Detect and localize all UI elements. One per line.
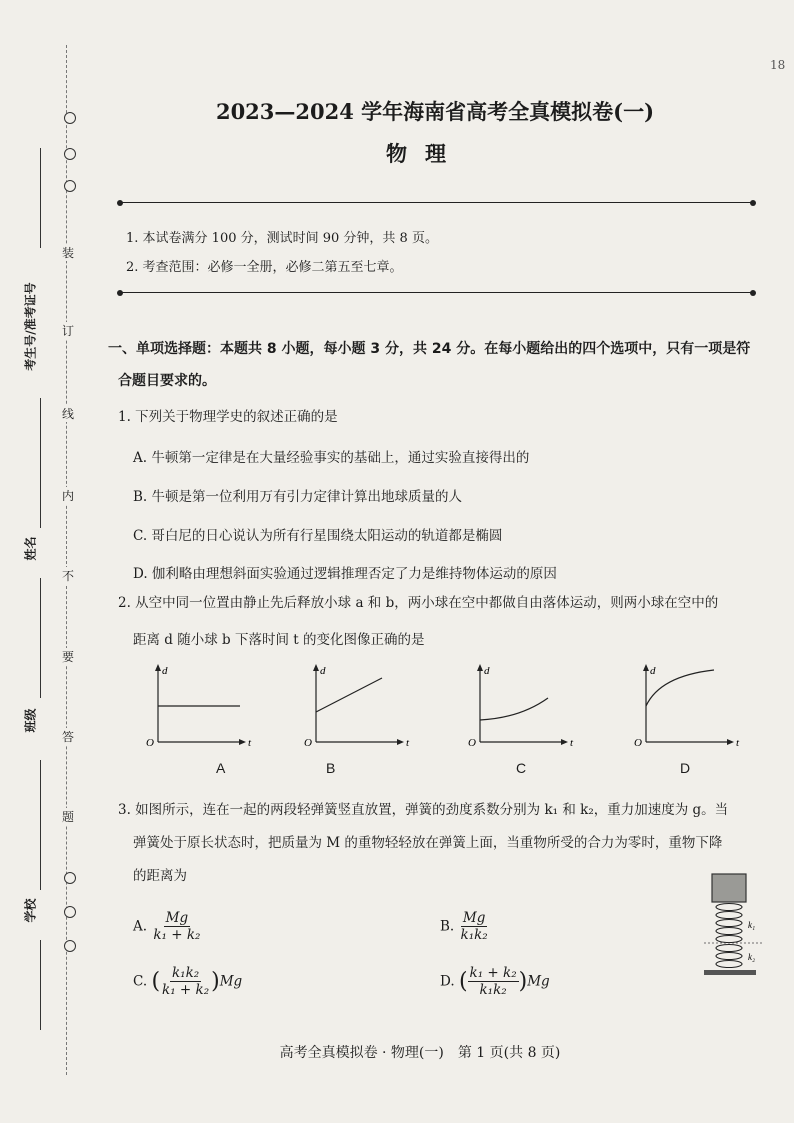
y-axis-label: d [320, 665, 326, 677]
q1-option-c: C. 哥白尼的日心说认为所有行星围绕太阳运动的轨道都是椭圆 [133, 528, 503, 544]
q3-option-b [440, 910, 490, 943]
graph-curve [480, 698, 548, 720]
graph-curve [316, 678, 382, 712]
graph-a [146, 662, 258, 776]
binding-hole [64, 148, 76, 160]
fraction-denominator: k₁ + k₂ [162, 982, 210, 998]
fraction [468, 965, 519, 998]
field-line [40, 578, 41, 698]
exam-title: 2023—2024 学年海南省高考全真模拟卷(一) [215, 99, 655, 124]
binding-char: 装 [61, 246, 74, 260]
lower-spring [716, 945, 742, 968]
page-marker: 18 [770, 58, 786, 72]
binding-dashed-line [66, 45, 67, 1075]
origin-label: O [468, 737, 476, 749]
field-label-school: 学校 [23, 898, 38, 923]
fraction-denominator: k₁k₂ [479, 982, 507, 998]
binding-hole [64, 940, 76, 952]
graph-c [468, 662, 580, 776]
fraction-denominator: k₁k₂ [460, 927, 488, 943]
binding-char: 要 [61, 650, 74, 664]
section-heading-line: 合题目要求的。 [118, 373, 216, 389]
spring-diagram [690, 870, 770, 980]
y-axis-label: d [650, 665, 656, 677]
x-axis-arrow [397, 739, 404, 745]
field-line [40, 760, 41, 890]
field-label-class: 班级 [23, 708, 38, 733]
option-label: B. [440, 918, 455, 935]
binding-hole [64, 906, 76, 918]
q3-stem: 弹簧处于原长状态时，把质量为 M 的重物轻轻放在弹簧上面，当重物所受的合力为零时，重物下降 [133, 835, 723, 851]
q2-stem: 距离 d 随小球 b 下落时间 t 的变化图像正确的是 [133, 632, 425, 648]
fraction-denominator: k₁ + k₂ [153, 927, 201, 943]
page-footer: 高考全真模拟卷 · 物理(一) 第 1 页(共 8 页) [279, 1045, 561, 1061]
exam-note: 2. 考查范围：必修一全册，必修二第五至七章。 [126, 260, 403, 275]
fraction [459, 910, 490, 943]
fraction-numerator: Mg [462, 910, 486, 926]
field-label-exam-id: 考生号/准考证号 [23, 282, 38, 371]
y-axis-arrow [155, 664, 161, 671]
fraction [160, 965, 211, 998]
fraction-numerator: k₁ + k₂ [469, 965, 517, 981]
header-rule [122, 292, 752, 293]
q3-option-a [133, 910, 202, 943]
x-axis-arrow [239, 739, 246, 745]
binding-char: 线 [61, 407, 74, 421]
option-label: C. [133, 973, 148, 990]
binding-char: 题 [61, 810, 74, 824]
x-axis-label: t [248, 737, 252, 749]
binding-char: 订 [61, 324, 74, 338]
section-heading [108, 333, 768, 397]
x-axis-label: t [406, 737, 410, 749]
graph-b-label: B [326, 760, 336, 776]
field-line [40, 148, 41, 248]
origin-label: O [634, 737, 642, 749]
binding-char: 答 [61, 730, 74, 744]
x-axis-arrow [727, 739, 734, 745]
graph-d [634, 662, 746, 776]
y-axis-label: d [162, 665, 168, 677]
graph-c-label: C [516, 760, 527, 776]
section-heading-line: 一、单项选择题：本题共 8 小题，每小题 3 分，共 24 分。在每小题给出的四个选项中，只有一项是符 [108, 341, 751, 357]
graph-c-plot [470, 662, 580, 752]
q2-stem: 2. 从空中同一位置由静止先后释放小球 a 和 b，两小球在空中都做自由落体运动，则两小球在空中的 [118, 595, 719, 611]
binding-hole [64, 872, 76, 884]
k2-label: k₂ [748, 952, 756, 962]
field-line [40, 940, 41, 1030]
x-axis-label: t [736, 737, 740, 749]
k1-label: k₁ [748, 920, 756, 930]
origin-label: O [146, 737, 154, 749]
field-line [40, 398, 41, 528]
graph-curve [646, 670, 714, 706]
option-label: D. [440, 973, 455, 990]
x-axis-label: t [570, 737, 574, 749]
graph-d-label: D [680, 760, 691, 776]
upper-spring [716, 904, 742, 943]
ground-base [704, 970, 756, 975]
q1-stem: 1. 下列关于物理学史的叙述正确的是 [118, 409, 338, 425]
x-axis-arrow [561, 739, 568, 745]
exam-note: 1. 本试卷满分 100 分，测试时间 90 分钟，共 8 页。 [126, 231, 438, 246]
graph-b-plot [306, 662, 416, 752]
q3-option-d: D. ( $\frac{\text{k₁ + k₂}}{\text{k₁k₂}}$ )Mg [440, 965, 550, 998]
option-tail: Mg [219, 973, 243, 990]
field-label-name: 姓名 [23, 536, 38, 561]
y-axis-arrow [477, 664, 483, 671]
q3-stem: 的距离为 [133, 868, 187, 884]
q3-stem: 3. 如图所示，连在一起的两段轻弹簧竖直放置，弹簧的劲度系数分别为 k₁ 和 k₂，重力加速度为 g。当 [118, 802, 729, 818]
binding-hole [64, 180, 76, 192]
fraction [151, 910, 202, 943]
subject-title: 物理 [386, 141, 464, 166]
weight-block [712, 874, 746, 902]
y-axis-label: d [484, 665, 490, 677]
q3-option-c: C. ( $\frac{\text{k₁k₂}}{\text{k₁ + k₂}}$ )Mg [133, 965, 243, 998]
y-axis-arrow [643, 664, 649, 671]
q1-option-d: D. 伽利略由理想斜面实验通过逻辑推理否定了力是维持物体运动的原因 [133, 566, 557, 582]
rule-dot [117, 200, 123, 206]
rule-dot [750, 290, 756, 296]
binding-hole [64, 112, 76, 124]
fraction-numerator: Mg [165, 910, 189, 926]
origin-label: O [304, 737, 312, 749]
option-label: A. [133, 918, 148, 935]
fraction-numerator: k₁k₂ [171, 965, 200, 981]
q1-option-a: A. 牛顿第一定律是在大量经验事实的基础上，通过实验直接得出的 [133, 450, 530, 466]
graph-d-plot [636, 662, 746, 752]
y-axis-arrow [313, 664, 319, 671]
binding-char: 不 [61, 569, 74, 583]
spring-figure [690, 870, 770, 984]
header-rule [122, 202, 752, 203]
graph-a-plot [148, 662, 258, 752]
binding-char: 内 [61, 489, 74, 503]
rule-dot [750, 200, 756, 206]
q1-option-b: B. 牛顿是第一位利用万有引力定律计算出地球质量的人 [133, 489, 463, 505]
binding-strip [0, 0, 92, 1123]
rule-dot [117, 290, 123, 296]
graph-a-label: A [216, 760, 226, 776]
graph-b [304, 662, 416, 776]
option-tail: Mg [527, 973, 550, 990]
